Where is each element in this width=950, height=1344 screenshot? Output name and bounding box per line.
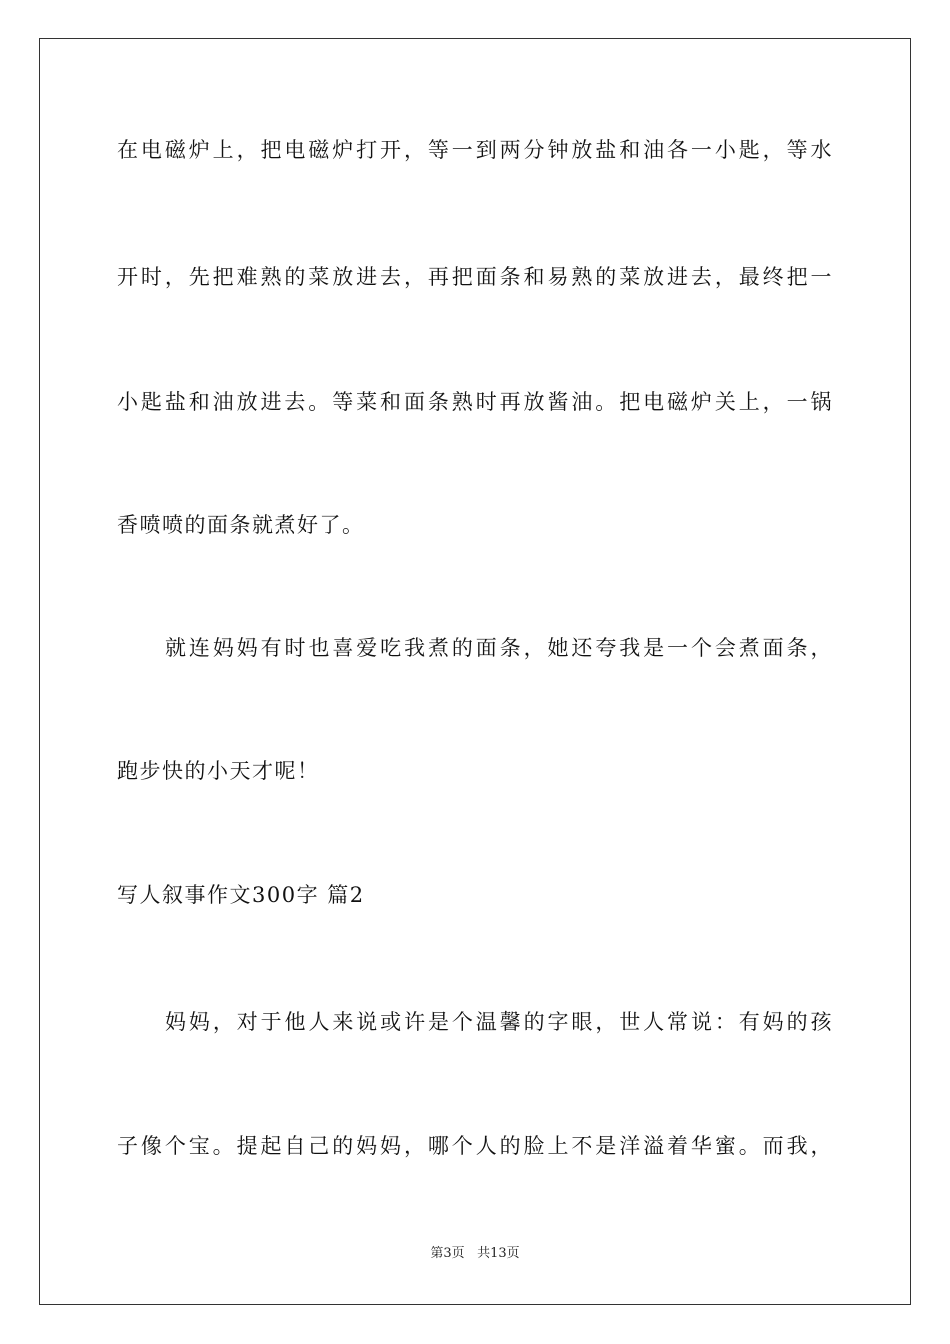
page-footer [0, 1245, 950, 1263]
body-line-4: 香喷喷的面条就煮好了。 [117, 513, 365, 537]
body-line-1: 在电磁炉上，把电磁炉打开，等一到两分钟放盐和油各一小匙，等水 [117, 138, 833, 162]
body-line-3: 小匙盐和油放进去。等菜和面条熟时再放酱油。把电磁炉关上，一锅 [117, 390, 833, 414]
body-line-8: 子像个宝。提起自己的妈妈，哪个人的脸上不是洋溢着华蜜。而我， [117, 1134, 833, 1158]
body-line-6: 跑步快的小天才呢！ [117, 759, 320, 783]
section-heading: 写人叙事作文300字 篇2 [117, 883, 365, 907]
page-border [39, 38, 911, 1305]
page-total: 共13页 [477, 1246, 520, 1261]
body-line-2: 开时，先把难熟的菜放进去，再把面条和易熟的菜放进去，最终把一 [117, 265, 833, 289]
body-line-7: 妈妈，对于他人来说或许是个温馨的字眼，世人常说：有妈的孩 [165, 1010, 833, 1034]
body-line-5: 就连妈妈有时也喜爱吃我煮的面条，她还夸我是一个会煮面条， [165, 636, 833, 660]
page-number: 第3页 [430, 1246, 465, 1261]
